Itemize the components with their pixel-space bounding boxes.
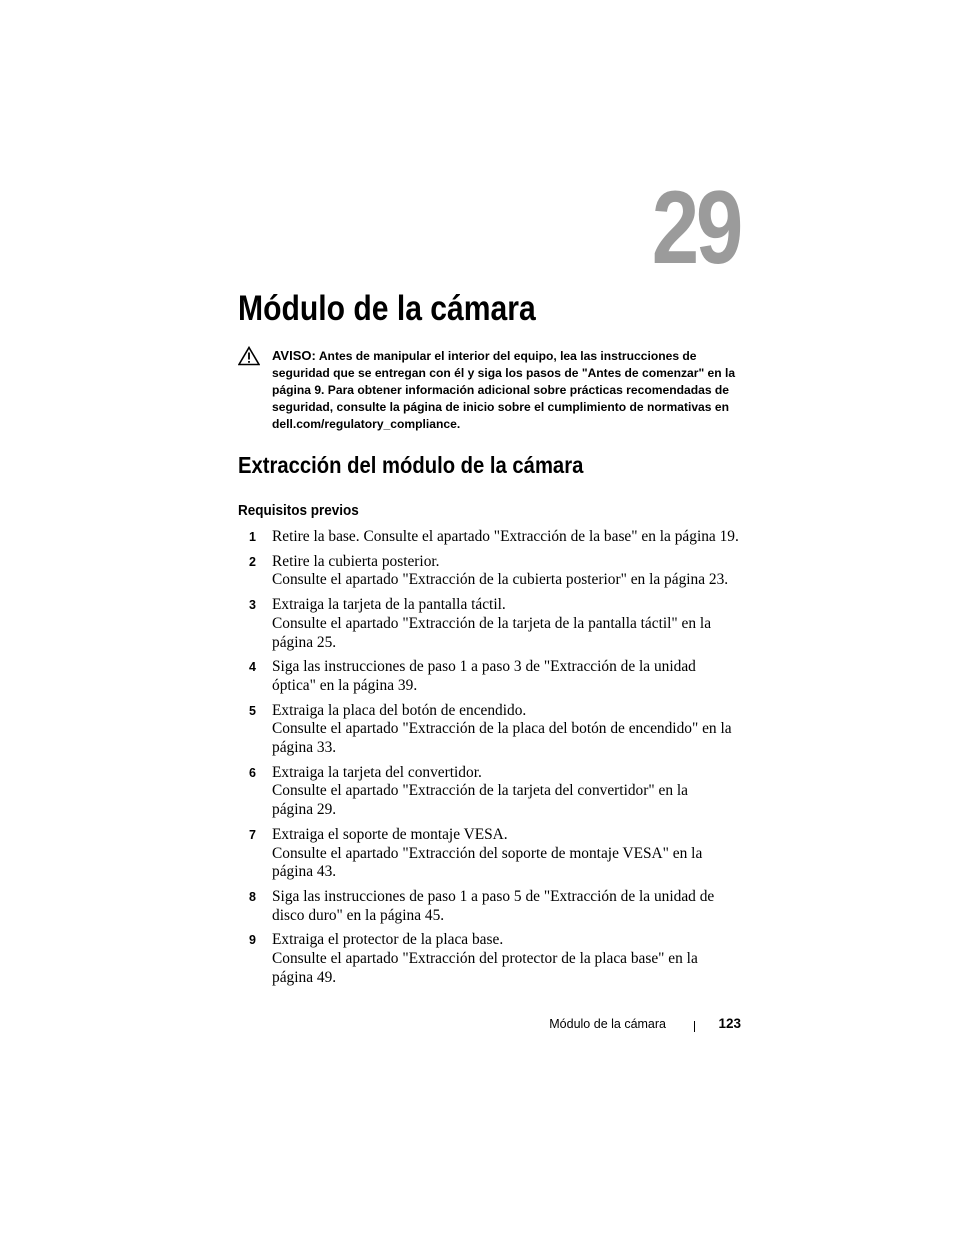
- step-text: Extraiga el soporte de montaje VESA.: [272, 825, 508, 843]
- warning-text: [272, 347, 738, 433]
- step-item: [238, 931, 748, 987]
- step-text: página 33.: [272, 739, 337, 757]
- warning-label: AVISO:: [272, 348, 316, 363]
- step-text: Extraiga la tarjeta de la pantalla táctil.: [272, 596, 506, 614]
- footer-divider: [694, 1021, 695, 1032]
- step-text: Consulte el apartado "Extracción de la placa del botón de encendido" en la: [272, 720, 732, 738]
- page-title: Módulo de la cámara: [238, 289, 536, 328]
- step-text: Consulte el apartado "Extracción de la cubierta posterior" en la página 23.: [272, 571, 729, 589]
- step-number: 5: [249, 703, 256, 718]
- step-text: página 49.: [272, 968, 337, 986]
- step-number: 9: [249, 933, 256, 948]
- step-item: [238, 888, 748, 925]
- step-item: [238, 596, 748, 652]
- warning-line: página 9. Para obtener información adicional sobre prácticas recomendadas de: [272, 383, 730, 397]
- warning-line: Antes de manipular el interior del equipo, lea las instrucciones de: [318, 349, 697, 363]
- step-number: 8: [249, 889, 256, 904]
- step-text: Consulte el apartado "Extracción del soporte de montaje VESA" en la: [272, 844, 703, 862]
- page-number: 123: [718, 1016, 741, 1031]
- step-text: página 29.: [272, 801, 337, 819]
- subsection-title: Requisitos previos: [238, 502, 359, 519]
- step-text: Consulte el apartado "Extracción de la tarjeta del convertidor" en la: [272, 782, 688, 800]
- step-text: Retire la base. Consulte el apartado "Extracción de la base" en la página 19.: [272, 528, 739, 545]
- step-number: 1: [249, 530, 256, 544]
- step-number: 6: [249, 765, 256, 780]
- warning-triangle-icon: [238, 346, 260, 366]
- warning-line: seguridad, consulte la página de inicio sobre el cumplimiento de normativas en: [272, 400, 729, 414]
- step-number: 7: [249, 827, 256, 842]
- page-footer: [500, 1016, 741, 1036]
- chapter-number: 29: [651, 170, 740, 286]
- step-text: Consulte el apartado "Extracción de la tarjeta de la pantalla táctil" en la: [272, 614, 712, 632]
- step-text: Extraiga la placa del botón de encendido.: [272, 701, 527, 719]
- step-text: Extraiga la tarjeta del convertidor.: [272, 763, 482, 781]
- step-item: [238, 528, 748, 547]
- step-item: [238, 826, 748, 882]
- warning-line: seguridad que se entregan con él y siga los pasos de "Antes de comenzar" en la: [272, 366, 736, 380]
- step-text: disco duro" en la página 45.: [272, 906, 445, 924]
- step-text: página 43.: [272, 863, 337, 881]
- step-text: Siga las instrucciones de paso 1 a paso 5 de "Extracción de la unidad de: [272, 887, 715, 905]
- step-text: Siga las instrucciones de paso 1 a paso 3 de "Extracción de la unidad: [272, 658, 696, 676]
- step-number: 2: [249, 554, 256, 569]
- step-text: página 25.: [272, 633, 337, 651]
- step-text: óptica" en la página 39.: [272, 676, 418, 694]
- step-item: [238, 764, 748, 820]
- step-number: 3: [249, 598, 256, 613]
- step-item: [238, 702, 748, 758]
- step-number: 4: [249, 660, 256, 675]
- section-title: Extracción del módulo de la cámara: [238, 452, 584, 478]
- prerequisites-list: [238, 528, 748, 993]
- step-text: Retire la cubierta posterior.: [272, 552, 440, 570]
- step-item: [238, 553, 748, 590]
- step-item: [238, 658, 748, 695]
- step-text: Consulte el apartado "Extracción del protector de la placa base" en la: [272, 950, 698, 968]
- step-text: Extraiga el protector de la placa base.: [272, 931, 504, 949]
- footer-title: Módulo de la cámara: [549, 1017, 666, 1031]
- warning-link[interactable]: dell.com/regulatory_compliance.: [272, 417, 461, 431]
